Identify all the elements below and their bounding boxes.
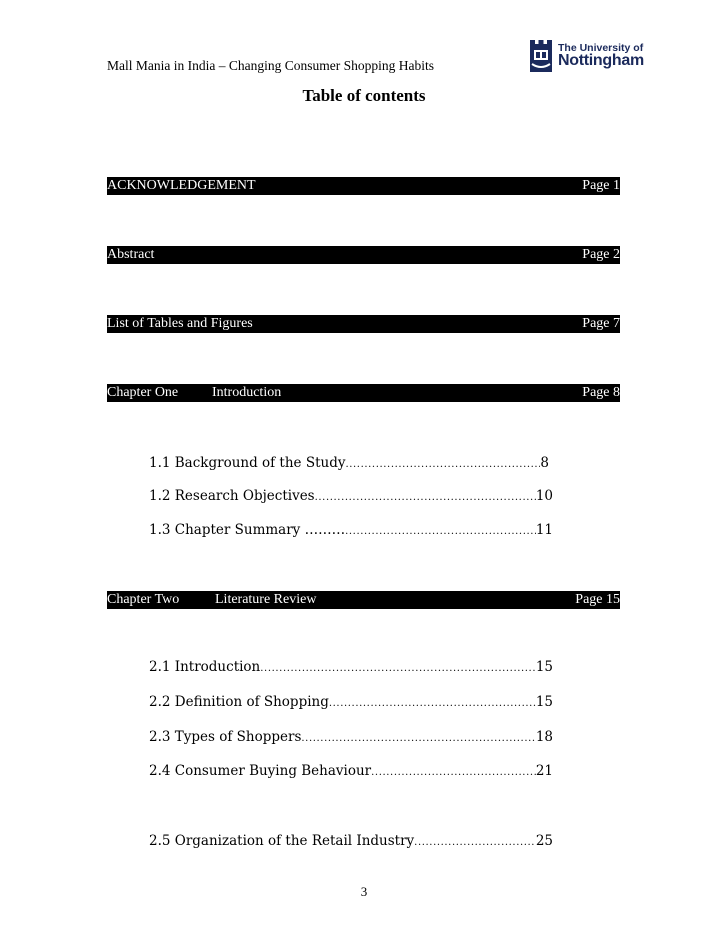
entry-page: 8: [540, 455, 549, 471]
logo-small-text: The University of: [558, 42, 644, 54]
toc-section-abstract[interactable]: [107, 246, 620, 264]
entry-title: 1.3 Chapter Summary ………: [149, 522, 346, 538]
toc-entry-1-3[interactable]: [149, 522, 553, 538]
section-label: List of Tables and Figures: [107, 316, 253, 331]
toc-section-chapter-one[interactable]: [107, 384, 620, 402]
toc-entry-2-4[interactable]: [149, 763, 553, 779]
section-page: Page 7: [582, 316, 620, 331]
entry-title: 2.2 Definition of Shopping: [149, 694, 329, 710]
entry-page: 15: [535, 659, 553, 675]
toc-entry-2-5[interactable]: [149, 833, 553, 849]
entry-page: 21: [535, 763, 553, 779]
toc-section-acknowledgement[interactable]: [107, 177, 620, 195]
dot-leader: [301, 733, 535, 744]
section-subtitle: Literature Review: [215, 592, 317, 607]
toc-entry-1-2[interactable]: [149, 488, 553, 504]
toc-entry-2-3[interactable]: [149, 729, 553, 745]
toc-entry-2-1[interactable]: [149, 659, 553, 675]
dot-leader: [345, 459, 540, 470]
toc-section-list-of-tables[interactable]: [107, 315, 620, 333]
dot-leader: [315, 492, 536, 503]
entry-page: 15: [535, 694, 553, 710]
section-label: ACKNOWLEDGEMENT: [107, 178, 256, 193]
section-page: Page 15: [575, 592, 620, 607]
castle-crest-icon: [528, 38, 554, 76]
dot-leader: [329, 698, 536, 709]
logo-name: Nottingham: [558, 52, 644, 69]
section-label: Chapter One: [107, 385, 179, 400]
page-title: [0, 86, 728, 106]
entry-title: 2.1 Introduction: [149, 659, 261, 675]
page-number: 3: [360, 884, 368, 899]
page-title-text: Table of contents: [302, 86, 426, 105]
toc-entry-1-1[interactable]: [149, 455, 549, 471]
running-head: Mall Mania in India – Changing Consumer Shopping Habits: [107, 58, 434, 73]
entry-title: 1.2 Research Objectives: [149, 488, 315, 504]
dot-leader: [260, 663, 536, 674]
entry-page: 11: [535, 522, 553, 538]
section-page: Page 8: [582, 385, 620, 400]
entry-title: 2.4 Consumer Buying Behaviour: [149, 763, 372, 779]
section-page: Page 2: [582, 247, 620, 262]
toc-entry-2-2[interactable]: [149, 694, 553, 710]
section-label: Chapter Two: [107, 592, 180, 607]
entry-page: 18: [535, 729, 553, 745]
entry-title: 1.1 Background of the Study: [149, 455, 346, 471]
entry-page: 10: [535, 488, 553, 504]
entry-title: 2.3 Types of Shoppers: [149, 729, 302, 745]
dot-leader: [345, 526, 536, 537]
dot-leader: [414, 837, 536, 848]
entry-title: 2.5 Organization of the Retail Industry: [149, 833, 415, 849]
toc-section-chapter-two[interactable]: [107, 591, 620, 609]
dot-leader: [371, 767, 536, 778]
section-page: Page 1: [582, 178, 620, 193]
university-logo: [528, 38, 728, 76]
entry-page: 25: [535, 833, 553, 849]
section-subtitle: Introduction: [212, 385, 282, 400]
section-label: Abstract: [107, 247, 155, 262]
